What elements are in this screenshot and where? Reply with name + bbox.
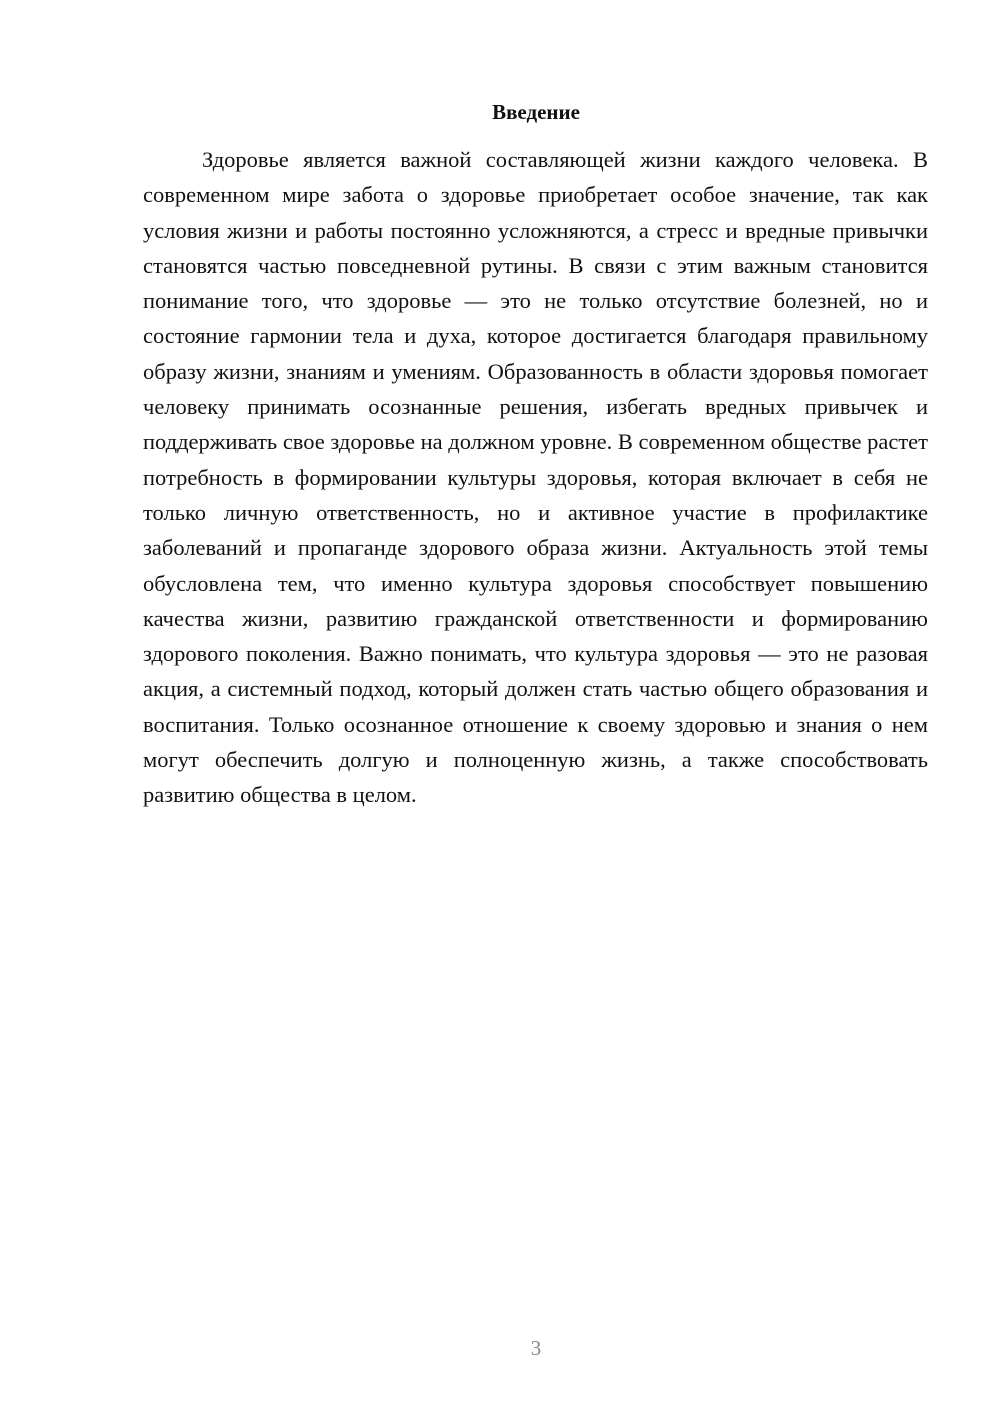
body-paragraph: Здоровье является важной составляющей жизни каждого человека. В современном мире забота о здоровье приобретает особое значение, так как условия жизни и работы постоянно усложняются, а стресс и вредные привычки становятся частью повседневной рутины. В связи с этим важным становится понимание того, что здоровье — это не только отсутствие болезней, но и состояние гармонии тела и духа, которое достигается благодаря правильному образу жизни, знаниям и умениям. Образованность в области здоровья помогает человеку принимать осознанные решения, избегать вредных привычек и поддерживать свое здоровье на должном уровне. В современном обществе растет потребность в формировании культуры здоровья, которая включает в себя не только личную ответственность, но и активное участие в профилактике заболеваний и пропаганде здорового образа жизни. Актуальность этой темы обусловлена тем, что именно культура здоровья способствует повышению качества жизни, развитию гражданской ответственности и формированию здорового поколения. Важно понимать, что культура здоровья — это не разовая акция, а системный подход, который должен стать частью общего образования и воспитания. Только осознанное отношение к своему здоровью и знания о нем могут обеспечить долгую и полноценную жизнь, а также способствовать развитию общества в целом. [143,147,928,808]
section-title: Введение [492,100,580,124]
page-number: 3 [530,1336,542,1360]
